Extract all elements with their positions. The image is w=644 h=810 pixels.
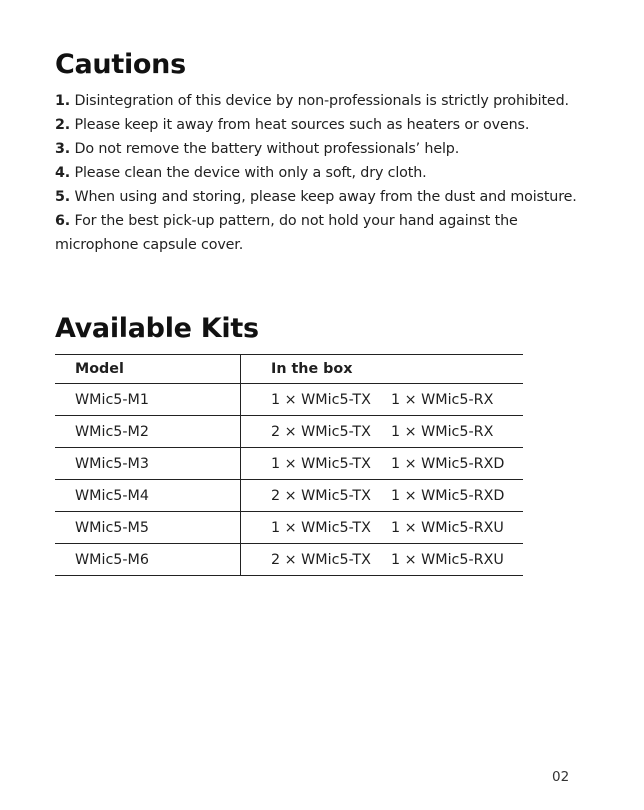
model-cell: WMic5-M3 <box>55 448 241 480</box>
caution-text: When using and storing, please keep away from the dust and moisture. <box>74 189 577 205</box>
receiver-count: 1 × WMic5-RXU <box>390 551 504 568</box>
caution-text: For the best pick-up pattern, do not hold your hand against the microphone capsule cover. <box>55 213 518 253</box>
transmitter-count: 1 × WMic5-TX <box>271 519 371 536</box>
transmitter-count: 1 × WMic5-TX <box>271 455 371 472</box>
model-cell: WMic5-M1 <box>55 384 241 416</box>
cautions-heading: Cautions <box>55 49 186 80</box>
in-the-box-cell <box>241 416 524 448</box>
caution-item <box>55 161 595 185</box>
table-row <box>55 512 523 544</box>
caution-number: 3. <box>55 141 71 157</box>
caution-text: Do not remove the battery without professionals’ help. <box>74 141 460 157</box>
caution-number: 2. <box>55 117 71 133</box>
caution-item <box>55 185 595 209</box>
caution-number: 6. <box>55 213 71 229</box>
in-the-box-cell <box>241 544 524 576</box>
transmitter-count: 2 × WMic5-TX <box>271 423 371 440</box>
cautions-list <box>55 89 595 257</box>
model-cell: WMic5-M6 <box>55 544 241 576</box>
model-cell: WMic5-M5 <box>55 512 241 544</box>
caution-item <box>55 137 595 161</box>
caution-text: Please keep it away from heat sources such as heaters or ovens. <box>74 117 530 133</box>
caution-text: Please clean the device with only a soft, dry cloth. <box>74 165 427 181</box>
caution-text: Disintegration of this device by non-professionals is strictly prohibited. <box>74 93 569 109</box>
transmitter-count: 2 × WMic5-TX <box>271 551 371 568</box>
receiver-count: 1 × WMic5-RX <box>390 423 494 440</box>
column-header-in-the-box: In the box <box>241 355 524 384</box>
available-kits-heading: Available Kits <box>55 313 259 344</box>
receiver-count: 1 × WMic5-RXU <box>390 519 504 536</box>
in-the-box-cell <box>241 512 524 544</box>
kits-table <box>55 354 523 576</box>
caution-number: 5. <box>55 189 71 205</box>
receiver-count: 1 × WMic5-RX <box>390 391 494 408</box>
table-row <box>55 544 523 576</box>
transmitter-count: 2 × WMic5-TX <box>271 487 371 504</box>
in-the-box-cell <box>241 384 524 416</box>
caution-number: 1. <box>55 93 71 109</box>
table-row <box>55 384 523 416</box>
receiver-count: 1 × WMic5-RXD <box>390 487 505 504</box>
model-cell: WMic5-M4 <box>55 480 241 512</box>
transmitter-count: 1 × WMic5-TX <box>271 391 371 408</box>
model-cell: WMic5-M2 <box>55 416 241 448</box>
caution-item <box>55 209 595 257</box>
table-row <box>55 448 523 480</box>
column-header-model: Model <box>55 355 241 384</box>
caution-item <box>55 113 595 137</box>
caution-item <box>55 89 595 113</box>
table-row <box>55 480 523 512</box>
page-number: 02 <box>552 769 570 785</box>
table-header-row <box>55 355 523 384</box>
in-the-box-cell <box>241 480 524 512</box>
in-the-box-cell <box>241 448 524 480</box>
caution-number: 4. <box>55 165 71 181</box>
receiver-count: 1 × WMic5-RXD <box>390 455 505 472</box>
table-row <box>55 416 523 448</box>
